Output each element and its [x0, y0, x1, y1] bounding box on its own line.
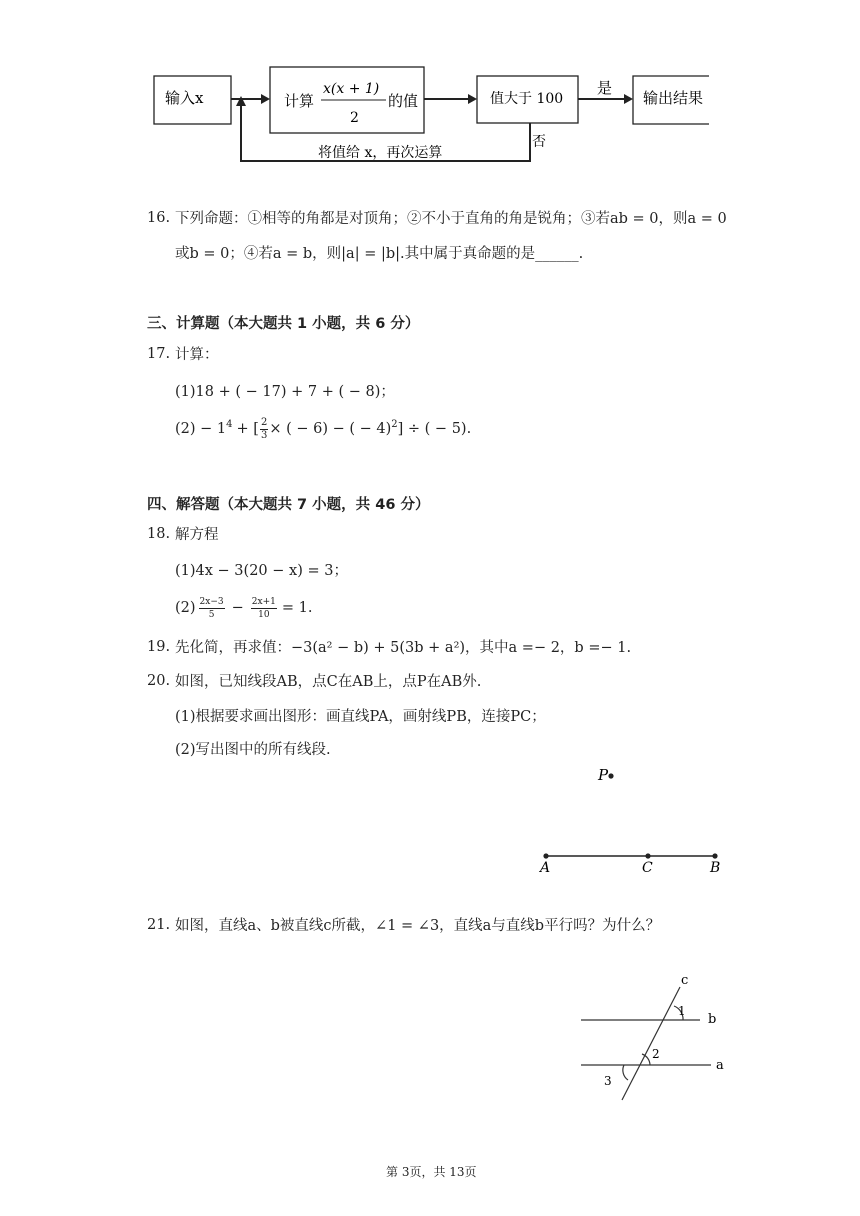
fraction-numerator: 2x−3: [199, 596, 224, 607]
section-heading: 四、解答题（本大题共 7 小题，共 46 分）: [147, 497, 430, 513]
expr-part: = 1.: [281, 600, 313, 616]
question-number: 21.: [147, 917, 171, 933]
question-text: 先化简，再求值：−3(a² − b) + 5(3b + a²)，其中a =− 2，b =− 1.: [175, 640, 632, 656]
output-label: 输出结果: [643, 89, 704, 107]
page-footer: 第 3页，共 13页: [386, 1165, 477, 1179]
loop-label: 将值给 x，再次运算: [318, 145, 443, 161]
sub-question: [175, 412, 471, 446]
point-label-c: C: [642, 860, 653, 876]
line-c: [622, 987, 680, 1100]
expr-part: + [: [236, 421, 259, 437]
calc-numerator: x(x + 1): [323, 81, 380, 97]
fraction: [260, 417, 268, 442]
question-text: 计算：: [175, 347, 219, 363]
fraction-denominator: 3: [260, 429, 268, 441]
input-label: 输入x: [165, 89, 204, 107]
line-label-c: c: [681, 973, 689, 988]
angle-3-arc: [623, 1065, 628, 1080]
fraction-denominator: 5: [208, 609, 215, 620]
no-label: 否: [532, 134, 546, 150]
point-label-p: P: [598, 766, 609, 784]
question-text-line: 或b = 0；④若a = b，则|a| = |b|.其中属于真命题的是______.: [175, 246, 584, 262]
flowchart: [0, 60, 860, 170]
fraction-denominator: 10: [258, 609, 270, 620]
question-number: 19.: [147, 639, 171, 655]
minus-sign: −: [231, 600, 244, 616]
question-number: 16.: [147, 210, 171, 226]
point-c: [645, 853, 650, 858]
calc-prefix: 计算: [284, 92, 315, 110]
question-number: 18.: [147, 526, 171, 542]
angle-label-1: 1: [678, 1004, 686, 1018]
point-a: [543, 853, 548, 858]
angle-label-2: 2: [652, 1047, 660, 1061]
expr-part: ] ÷ ( − 5).: [397, 421, 472, 437]
expr-part: × ( − 6) − ( − 4): [269, 421, 392, 437]
sub-question: (2)写出图中的所有线段.: [175, 742, 331, 758]
point-p: [608, 773, 613, 778]
line-label-a: a: [716, 1058, 724, 1073]
exponent: 2: [391, 419, 398, 430]
fraction: [199, 596, 225, 621]
exponent: 4: [226, 419, 233, 430]
yes-label: 是: [597, 79, 613, 97]
question-text: 如图，直线a、b被直线c所截，∠1 = ∠3，直线a与直线b平行吗？为什么？: [175, 918, 661, 934]
expr-part: (2) − 1: [175, 421, 227, 437]
point-b: [712, 853, 717, 858]
fraction-numerator: 2x+1: [251, 596, 276, 607]
question-number: 17.: [147, 346, 171, 362]
question-text-line: 下列命题：①相等的角都是对顶角；②不小于直角的角是锐角；③若ab = 0，则a = 0: [175, 211, 727, 227]
line-label-b: b: [708, 1012, 717, 1027]
calc-denominator: 2: [350, 110, 359, 126]
question-text: 解方程: [175, 527, 219, 543]
question-text: 如图，已知线段AB，点C在AB上，点P在AB外.: [175, 674, 482, 690]
condition-label: 值大于 100: [490, 91, 564, 107]
section-heading: 三、计算题（本大题共 1 小题，共 6 分）: [147, 316, 420, 332]
parallel-lines-figure: [570, 965, 740, 1110]
angle-label-3: 3: [604, 1074, 612, 1088]
sub-question: (1)18 + ( − 17) + 7 + ( − 8)；: [175, 384, 395, 400]
question-number: 20.: [147, 673, 171, 689]
fraction-numerator: 2: [260, 416, 268, 428]
sub-question: (1)4x − 3(20 − x) = 3；: [175, 563, 348, 579]
calc-suffix: 的值: [388, 92, 419, 110]
sub-question: (1)根据要求画出图形：画直线PA，画射线PB，连接PC；: [175, 709, 546, 725]
fraction: [251, 596, 277, 621]
expr-part: (2): [175, 600, 196, 616]
point-label-b: B: [710, 860, 721, 876]
point-label-a: A: [540, 860, 551, 876]
sub-question: [175, 591, 312, 625]
segment-figure: [520, 760, 740, 880]
